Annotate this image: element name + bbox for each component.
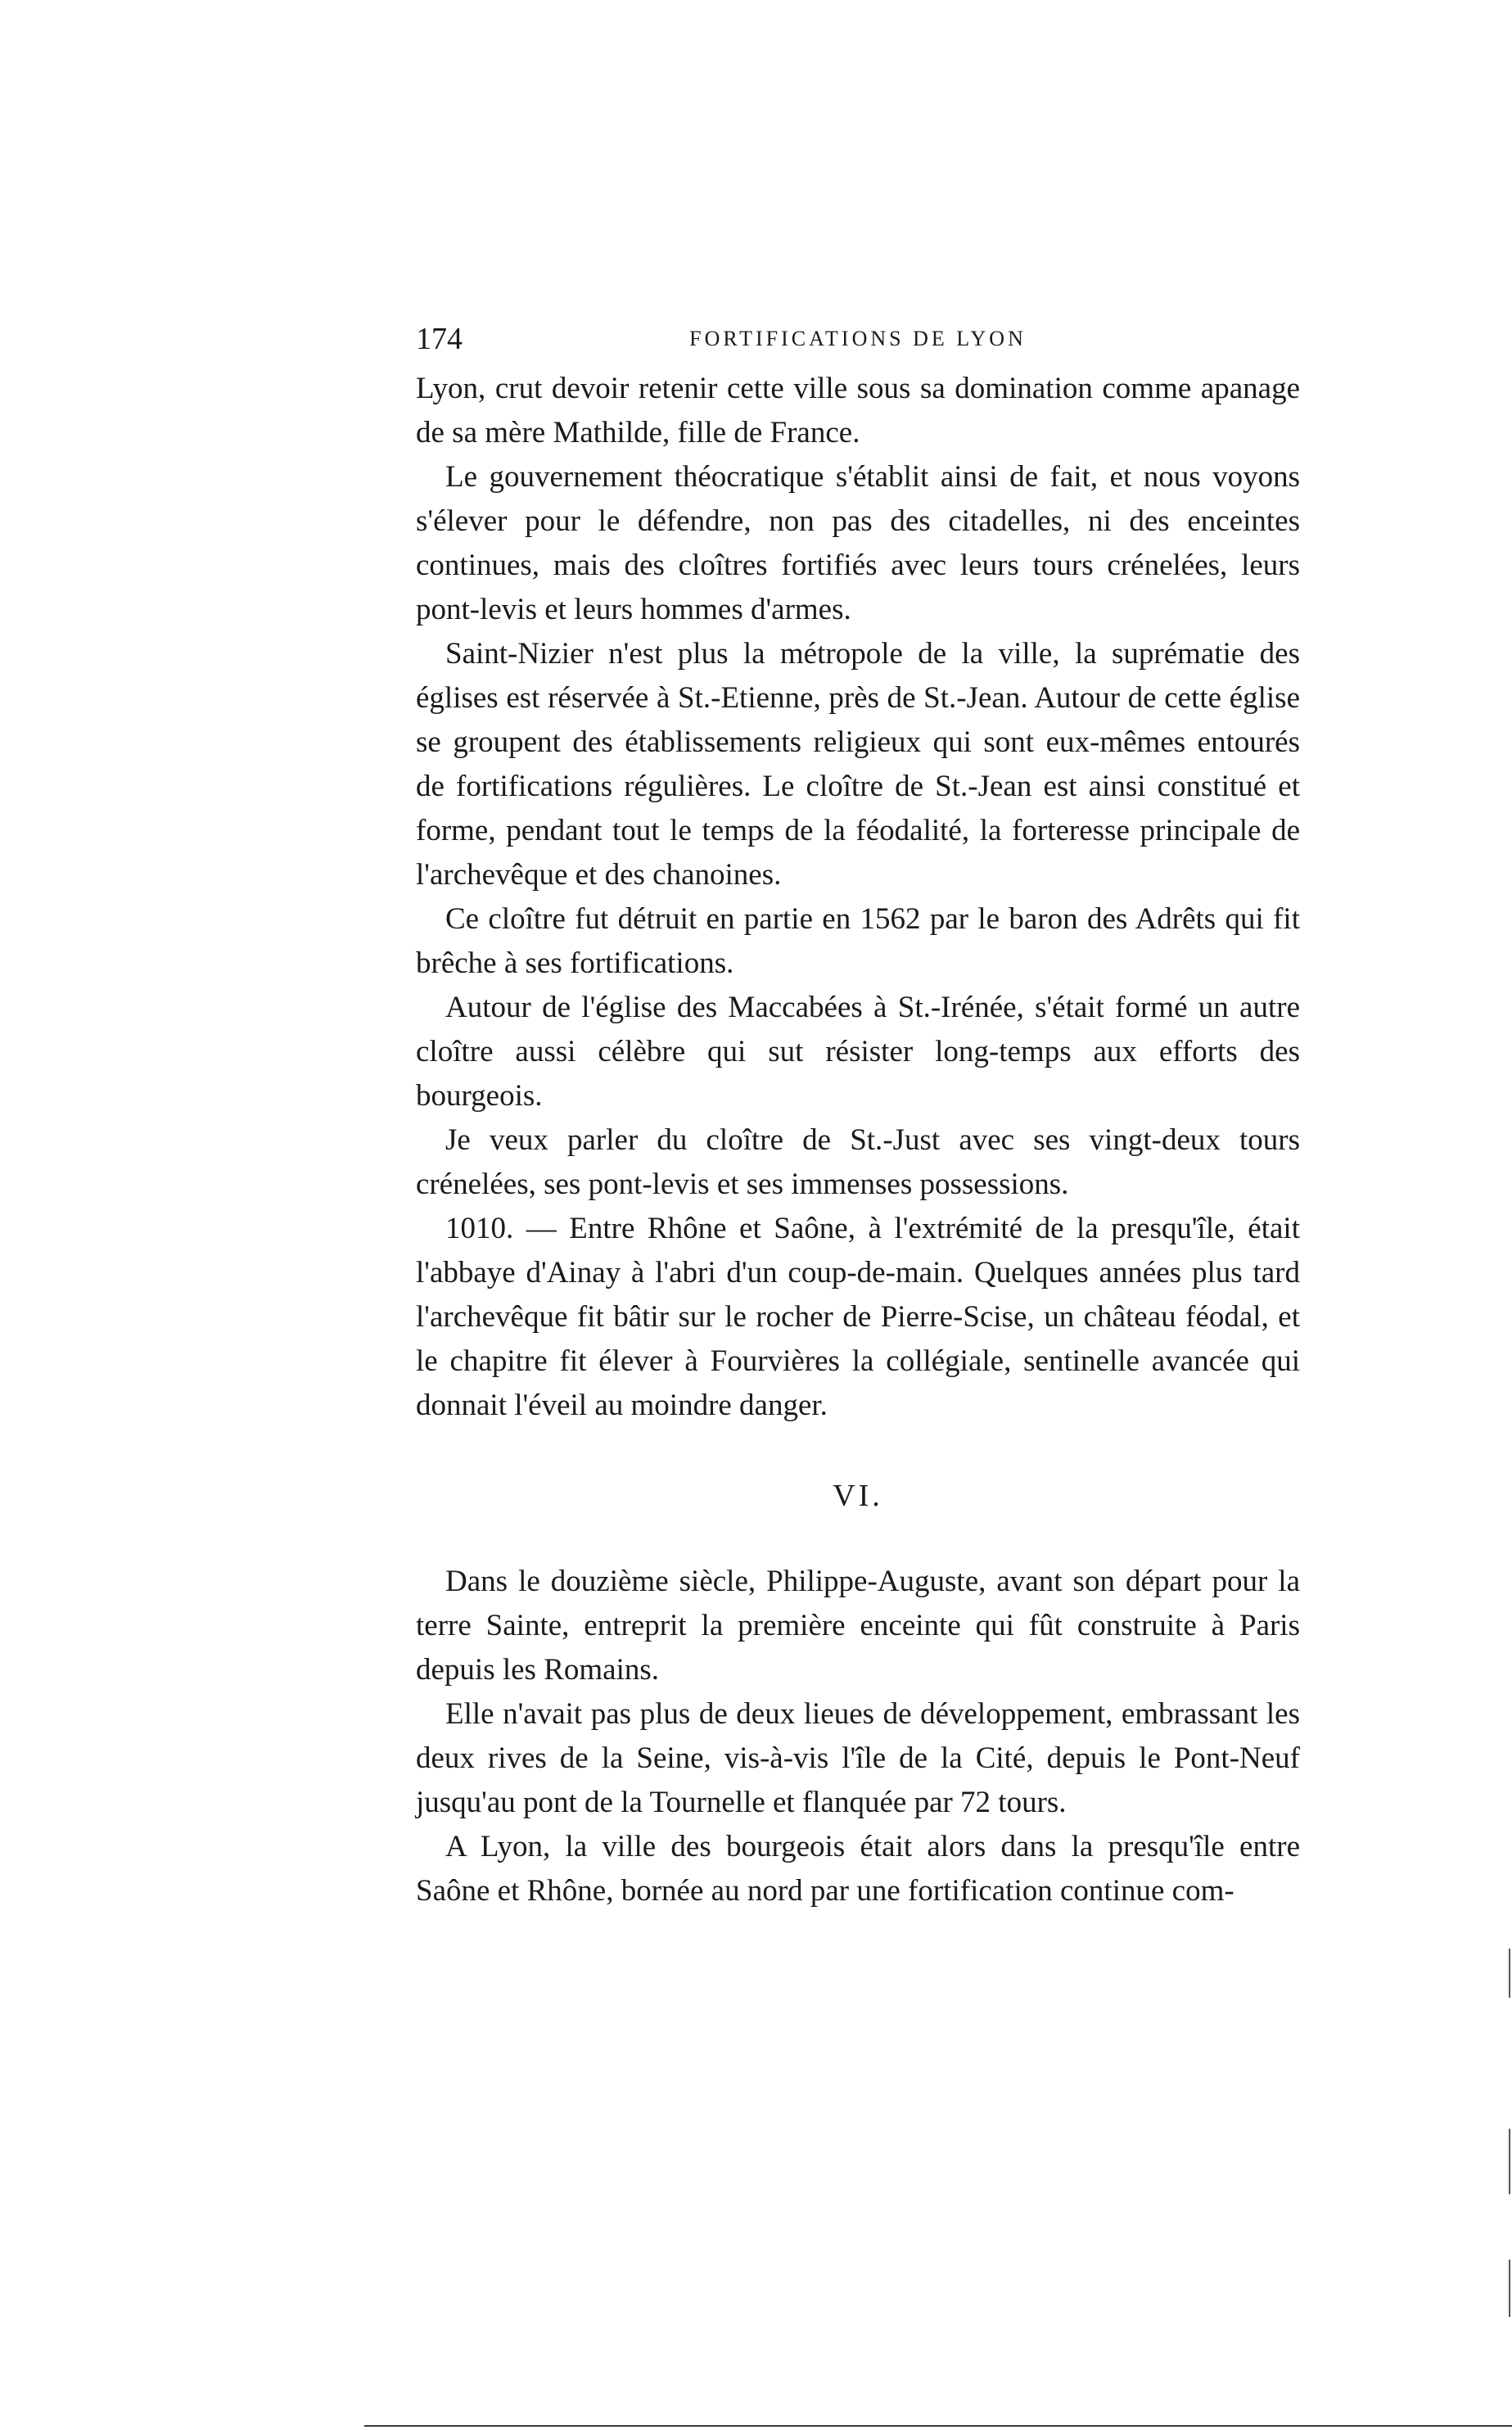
paragraph: Elle n'avait pas plus de deux lieues de développement, embrassant les deux rives de la Seine, vis-à-vis l'île de la Cité, depuis le Pont-Neuf jusqu'au pont de la Tournelle et flanquée par 72 tours. bbox=[416, 1697, 1300, 1819]
page-number: 174 bbox=[416, 322, 463, 356]
paragraph: Ce cloître fut détruit en partie en 1562 par le baron des Adrêts qui fit brêche à ses fortifications. bbox=[416, 902, 1300, 980]
section-numeral: VI. bbox=[833, 1479, 883, 1513]
paragraph: Je veux parler du cloître de St.-Just avec ses vingt-deux tours crénelées, ses pont-levis et ses immenses possessions. bbox=[416, 1123, 1300, 1201]
running-head bbox=[416, 314, 1300, 364]
scan-edge-mark bbox=[1509, 2129, 1510, 2194]
body-text-section-1 bbox=[416, 367, 1300, 1428]
paragraph: Le gouvernement théocratique s'établit ainsi de fait, et nous voyons s'élever pour le défendre, non pas des citadelles, ni des enceintes continues, mais des cloîtres fortifiés avec leurs tours crénelées, leurs pont-levis et leurs hommes d'armes. bbox=[416, 460, 1300, 626]
running-title: FORTIFICATIONS DE LYON bbox=[689, 327, 1027, 350]
scan-edge-mark bbox=[1509, 1949, 1510, 1998]
body-text-section-2 bbox=[416, 1560, 1300, 1913]
paragraph: Autour de l'église des Maccabées à St.-Irénée, s'était formé un autre cloître aussi célèbre qui sut résister long-temps aux efforts des bourgeois. bbox=[416, 991, 1300, 1113]
paragraph: Saint-Nizier n'est plus la métropole de la ville, la suprématie des églises est réservée à St.-Etienne, près de St.-Jean. Autour de cette église se groupent des établissements religieux qui sont eux-mêmes entourés de fortifications régulières. Le cloître de St.-Jean est ainsi constitué et forme, pendant tout le temps de la féodalité, la forteresse principale de l'archevêque et des chanoines. bbox=[416, 637, 1300, 892]
paragraph: 1010. — Entre Rhône et Saône, à l'extrémité de la presqu'île, était l'abbaye d'Ainay à l'abri d'un coup-de-main. Quelques années plus tard l'archevêque fit bâtir sur le rocher de Pierre-Scise, un château féodal, et le chapitre fit élever à Fourvières la collégiale, sentinelle avancée qui donnait l'éveil au moindre danger. bbox=[416, 1212, 1300, 1422]
paragraph: Dans le douzième siècle, Philippe-Auguste, avant son départ pour la terre Sainte, entreprit la première enceinte qui fût construite à Paris depuis les Romains. bbox=[416, 1565, 1300, 1687]
paragraph: Lyon, crut devoir retenir cette ville sous sa domination comme apanage de sa mère Mathilde, fille de France. bbox=[416, 372, 1300, 449]
scan-bottom-rule bbox=[364, 2425, 1512, 2427]
scan-edge-mark bbox=[1509, 2260, 1510, 2317]
paragraph: A Lyon, la ville des bourgeois était alors dans la presqu'île entre Saône et Rhône, bornée au nord par une fortification continue com- bbox=[416, 1830, 1300, 1908]
